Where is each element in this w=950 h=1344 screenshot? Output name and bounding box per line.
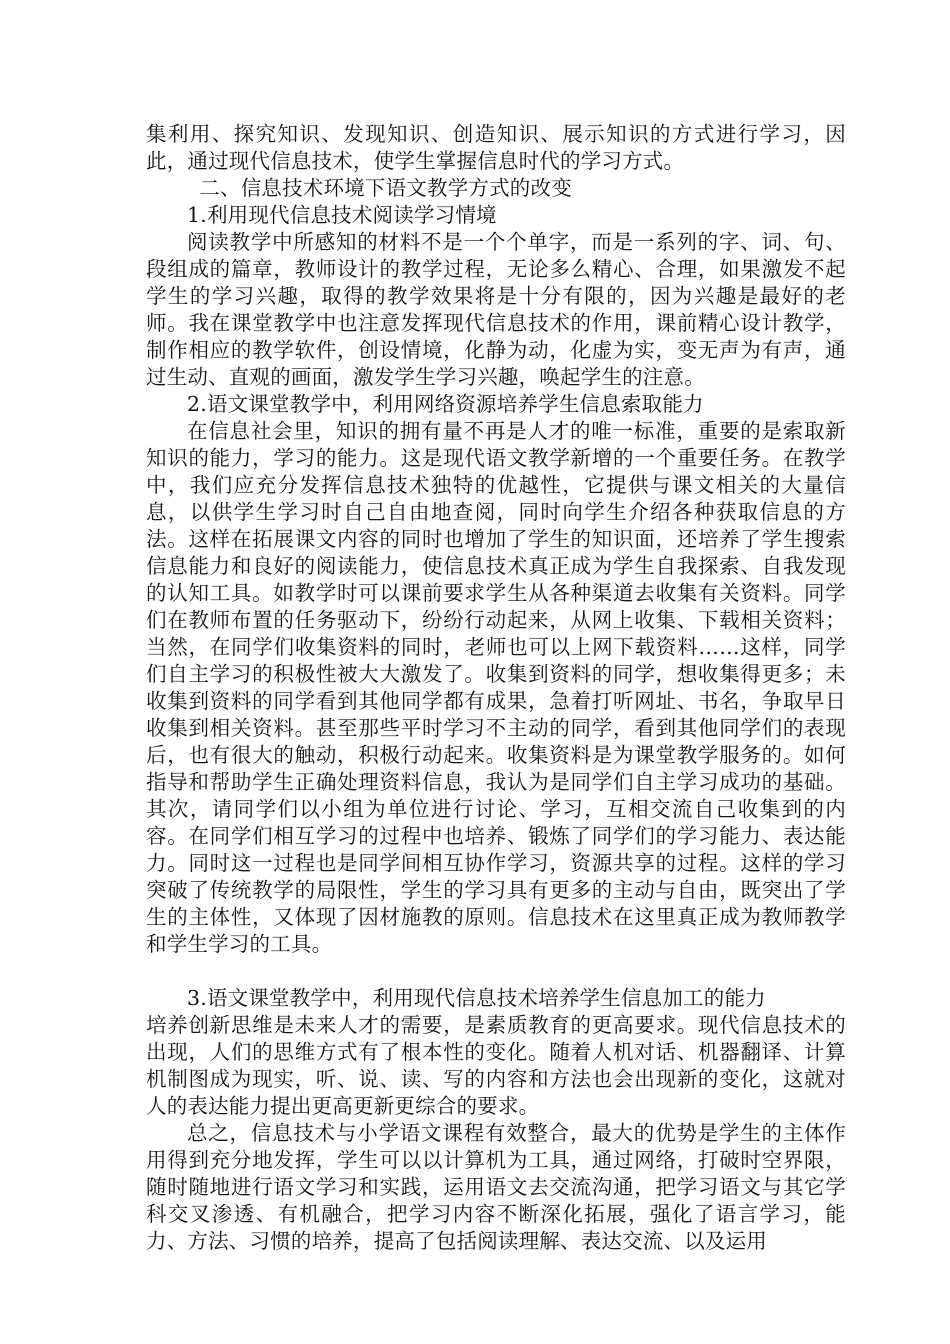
subheading-3: 3.语文课堂教学中，利用现代信息技术培养学生信息加工的能力 xyxy=(187,986,766,1010)
paragraph-1: 阅读教学中所感知的材料不是一个个单字，而是一系列的字、词、句、段组成的篇章，教师设计的教学过程，无论多么精心、合理，如果激发不起学生的学习兴趣，取得的教学效果将是十分有限的，因为兴趣是最好的老师。我在课堂教学中也注意发挥现代信息技术的作用，课前精心设计教学，制作相应的教学软件，创设情境，化静为动，化虚为实，变无声为有声，通过生动、直观的画面，激发学生学习兴趣，唤起学生的注意。 xyxy=(146,230,846,389)
paragraph-intro: 集利用、探究知识、发现知识、创造知识、展示知识的方式进行学习，因此，通过现代信息技术，使学生掌握信息时代的学习方式。 xyxy=(146,122,846,173)
paragraph-3: 培养创新思维是未来人才的需要，是素质教育的更高要求。现代信息技术的出现，人们的思维方式有了根本性的变化。随着人机对话、机器翻译、计算机制图成为现实，听、说、读、写的内容和方法也会出现新的变化，这就对人的表达能力提出更高更新更综合的要求。 xyxy=(146,1013,846,1118)
paragraph-2: 在信息社会里，知识的拥有量不再是人才的唯一标准，重要的是索取新知识的能力，学习的能力。这是现代语文教学新增的一个重要任务。在教学中，我们应充分发挥信息技术独特的优越性，它提供与课文相关的大量信息，以供学生学习时自己自由地查阅，同时向学生介绍各种获取信息的方法。这样在拓展课文内容的同时也增加了学生的知识面，还培养了学生搜索信息能力和良好的阅读能力，使信息技术真正成为学生自我探索、自我发现的认知工具。如教学时可以课前要求学生从各种渠道去收集有关资料。同学们在教师布置的任务驱动下，纷纷行动起来，从网上收集、下载相关资料；当然，在同学们收集资料的同时，老师也可以上网下载资料……这样，同学们自主学习的积极性被大大激发了。收集到资料的同学，想收集得更多；未收集到资料的同学看到其他同学都有成果，急着打听网址、书名，争取早日收集到相关资料。甚至那些平时学习不主动的同学，看到其他同学们的表现后，也有很大的触动，积极行动起来。收集资料是为课堂教学服务的。如何指导和帮助学生正确处理资料信息，我认为是同学们自主学习成功的基础。其次，请同学们以小组为单位进行讨论、学习，互相交流自己收集到的内容。在同学们相互学习的过程中也培养、锻炼了同学们的学习能力、表达能力。同时这一过程也是同学间相互协作学习，资源共享的过程。这样的学习突破了传统教学的局限性，学生的学习具有更多的主动与自由，既突出了学生的主体性，又体现了因材施教的原则。信息技术在这里真正成为教师教学和学生学习的工具。 xyxy=(146,419,846,956)
paragraph-4: 总之，信息技术与小学语文课程有效整合，最大的优势是学生的主体作用得到充分地发挥，学生可以以计算机为工具，通过网络，打破时空界限，随时随地进行语文学习和实践，运用语文去交流沟通，把学习语文与其它学科交叉渗透、有机融合，把学习内容不断深化拓展，强化了语言学习，能力、方法、习惯的培养，提高了包括阅读理解、表达交流、以及运用 xyxy=(146,1121,846,1253)
subheading-2: 2.语文课堂教学中，利用网络资源培养学生信息索取能力 xyxy=(187,392,704,416)
document-body xyxy=(146,121,846,1255)
subheading-1: 1.利用现代信息技术阅读学习情境 xyxy=(187,203,497,227)
section-heading: 二、信息技术环境下语文教学方式的改变 xyxy=(199,176,572,200)
blank-line xyxy=(146,958,846,985)
